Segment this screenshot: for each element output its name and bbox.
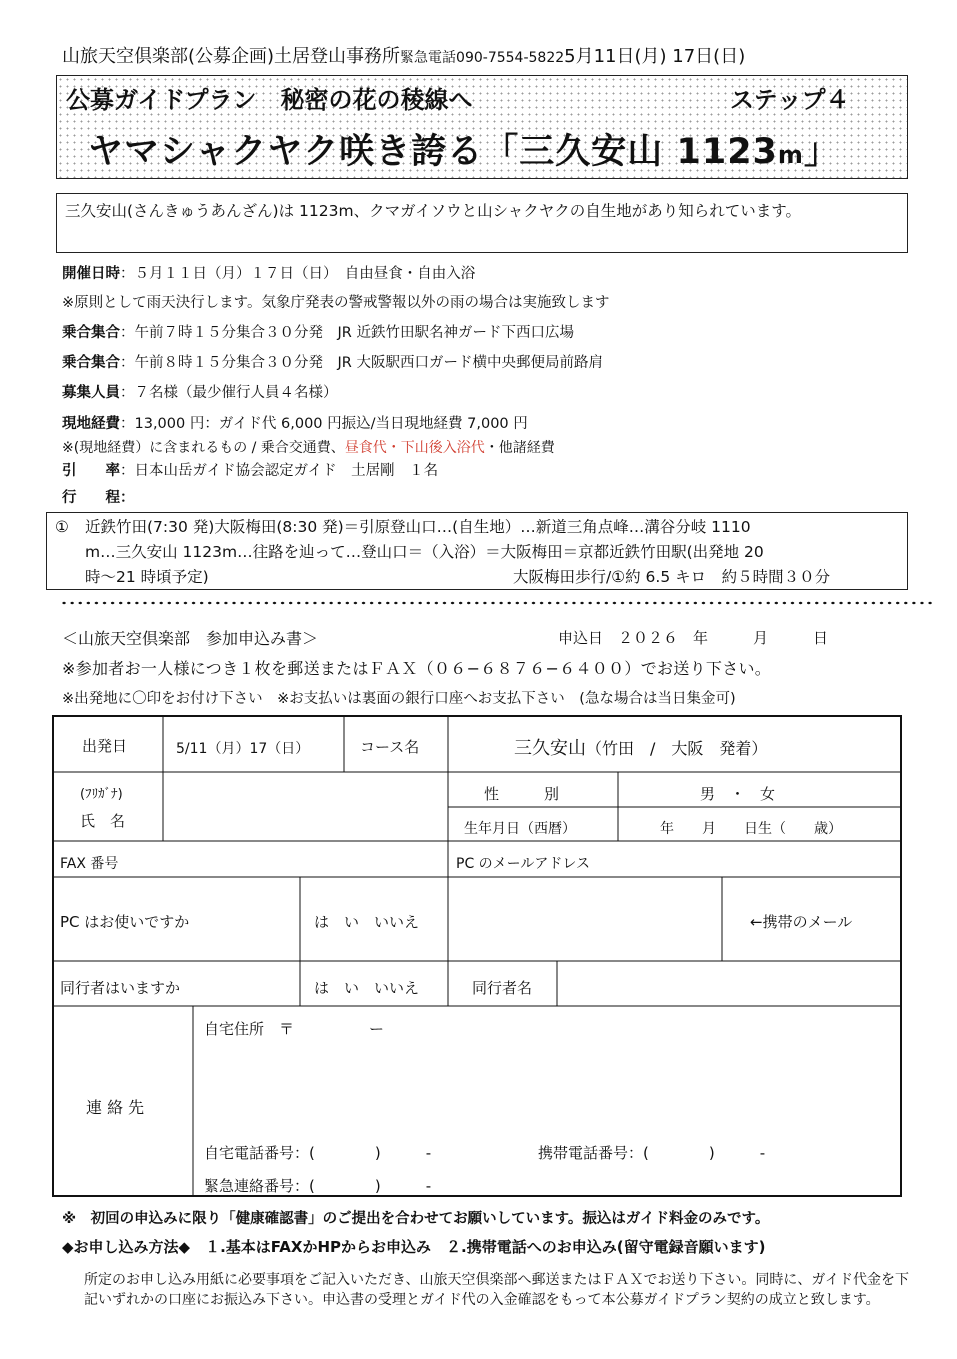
expense-note-a: ※(現地経費）に含まれるもの / 乗合交通費、 xyxy=(62,440,345,456)
detail-value: ：午前８時１５分集合３０分発 JR 大阪駅西口ガード横中央郵便局前路肩 xyxy=(120,355,603,371)
application-date: 申込日 ２０２６ 年 月 日 xyxy=(558,629,829,647)
contact-label: 連 絡 先 xyxy=(86,1098,145,1117)
plan-title: 公募ガイドプラン 秘密の花の稜線へ xyxy=(66,86,473,114)
gender-options[interactable]: 男 ・ 女 xyxy=(700,785,776,803)
form-title: ＜山旅天空倶楽部 参加申込み書＞ xyxy=(62,629,319,648)
detail-label: 現地経費 xyxy=(62,416,120,432)
itinerary-box xyxy=(46,512,908,590)
expense-note-c: ・他諸経費 xyxy=(484,440,555,456)
header-line xyxy=(62,42,745,68)
itinerary-number: ① xyxy=(55,518,69,536)
cut-line xyxy=(60,600,932,606)
detail-value: ：13,000 円：ガイド代 6,000 円振込/当日現地経費 7,000 円 xyxy=(120,416,528,432)
apply-method: ◆お申し込み方法◆ １.基本はFAXかHPからお申込み ２.携帯電話へのお申込み(留守電録音願います) xyxy=(62,1238,766,1256)
detail-value: ：７名様（最少催行人員４名様） xyxy=(120,385,338,401)
companion-yesno[interactable]: は い いいえ xyxy=(314,979,420,997)
detail-date xyxy=(62,262,475,283)
course-origin[interactable]: （竹田 / 大阪 発着） xyxy=(586,739,768,758)
detail-value: ：日本山岳ガイド協会認定ガイド 土居剛 １名 xyxy=(120,463,439,479)
companion-question: 同行者はいますか xyxy=(60,979,181,997)
address-field[interactable]: 自宅住所 〒 ー xyxy=(204,1020,385,1038)
main-title-close: 」 xyxy=(803,132,840,172)
itinerary-summary: 大阪梅田歩行/①約 6.5 キロ 約５時間３０分 xyxy=(513,568,831,586)
main-title xyxy=(88,124,840,174)
main-title-text: ヤマシャクヤク咲き誇る「三久安山 1123 xyxy=(88,132,778,172)
expense-note xyxy=(62,437,555,457)
gender-label: 性 別 xyxy=(484,785,560,803)
furigana-label: (ﾌﾘｶﾞﾅ) xyxy=(80,787,123,802)
home-phone-field[interactable]: 自宅電話番号：( ) - xyxy=(204,1144,432,1162)
detail-label: 募集人員 xyxy=(62,385,120,401)
pc-yesno[interactable]: は い いいえ xyxy=(314,913,420,931)
depart-label: 出発日 xyxy=(82,737,128,755)
event-dates: 5月11日(月) 17日(日) xyxy=(564,46,746,67)
emergency-phone: 090-7554-5822 xyxy=(456,50,565,66)
detail-cost xyxy=(62,412,528,433)
itinerary-line-2: m…三久安山 1123m…往路を辿って…登山口＝（入浴）＝大阪梅田＝京都近鉄竹田駅(出発地 20 xyxy=(85,543,764,561)
mobile-email-field[interactable] xyxy=(449,878,721,960)
org-name: 山旅天空倶楽部(公募企画)土居登山事務所 xyxy=(62,46,401,67)
fax-label: FAX 番号 xyxy=(60,856,119,872)
itinerary-label xyxy=(62,486,135,507)
emergency-label: 緊急電話 xyxy=(400,50,457,66)
detail-rain-note xyxy=(62,291,610,312)
detail-label: 引 率 xyxy=(62,463,120,479)
mobile-email-label: ←携帯のメール xyxy=(750,913,853,931)
health-note: ※ 初回の申込みに限り「健康確認書」のご提出を合わせてお願いしています。振込はガイド料金のみです。 xyxy=(62,1211,770,1227)
detail-value: ※原則として雨天決行します。気象庁発表の警戒警報以外の雨の場合は実施致します xyxy=(62,295,610,311)
name-field[interactable] xyxy=(164,773,448,841)
terms-paragraph: 所定のお申し込み用紙に必要事項をご記入いただき、山旅天空倶楽部へ郵送またはＦＡＸでお送り下さい。同時に、ガイド代金を下記いずれかの口座にお振込み下さい。申込書の受理とガイド代の入金確認をもって本公募ガイドプラン契約の成立と致します。 xyxy=(84,1272,910,1308)
detail-value: ：午前７時１５分集合３０分発 JR 近鉄竹田駅名神ガード下西口広場 xyxy=(120,325,574,341)
itinerary-line-3: 時〜21 時頃予定) xyxy=(85,568,209,586)
detail-label: 乗合集合 xyxy=(62,355,120,371)
step-label: ステップ４ xyxy=(730,86,850,114)
form-note-1: ※参加者お一人様につき１枚を郵送またはＦＡＸ（０６−６８７６−６４００）でお送り下さい。 xyxy=(62,659,772,678)
companion-name-label: 同行者名 xyxy=(472,979,533,997)
emergency-contact-field[interactable]: 緊急連絡番号：( ) - xyxy=(204,1177,432,1195)
detail-capacity xyxy=(62,381,338,402)
itinerary-label-text: 行 程： xyxy=(62,490,135,506)
application-form xyxy=(52,715,902,1197)
itinerary-line-1: 近鉄竹田(7:30 発)大阪梅田(8:30 発)＝引原登山口…(自生地）…新道三角点峰…溝谷分岐 1110 xyxy=(85,518,751,536)
course-value xyxy=(514,734,767,760)
detail-meeting-2 xyxy=(62,351,603,372)
detail-label: 開催日時 xyxy=(62,266,120,282)
intro-box: 三久安山(さんきゅうあんざん)は 1123m、クマガイソウと山シャクヤクの自生地があり知られています。 xyxy=(56,193,908,253)
main-title-unit: m xyxy=(777,141,804,169)
depart-value: 5/11（月）17（日） xyxy=(176,741,310,757)
birth-label: 生年月日（西暦） xyxy=(464,821,576,837)
form-note-2: ※出発地に〇印をお付け下さい ※お支払いは裏面の銀行口座へお支払下さい (急な場合は当日集金可) xyxy=(62,691,736,707)
detail-label: 乗合集合 xyxy=(62,325,120,341)
detail-value: ：５月１１日（月）１７日（日） 自由昼食・自由入浴 xyxy=(120,266,476,282)
course-name: 三久安山 xyxy=(514,738,586,759)
birth-field[interactable]: 年 月 日生（ 歳） xyxy=(660,821,842,837)
expense-note-highlight: 昼食代・下山後入浴代 xyxy=(344,440,485,456)
pc-question: PC はお使いですか xyxy=(60,913,190,931)
mobile-phone-field[interactable]: 携帯電話番号：( ) - xyxy=(538,1144,766,1162)
email-label: PC のメールアドレス xyxy=(456,856,590,872)
course-label: コース名 xyxy=(360,738,420,756)
detail-leader xyxy=(62,459,438,480)
detail-meeting-1 xyxy=(62,321,574,342)
name-label: 氏 名 xyxy=(80,812,126,830)
